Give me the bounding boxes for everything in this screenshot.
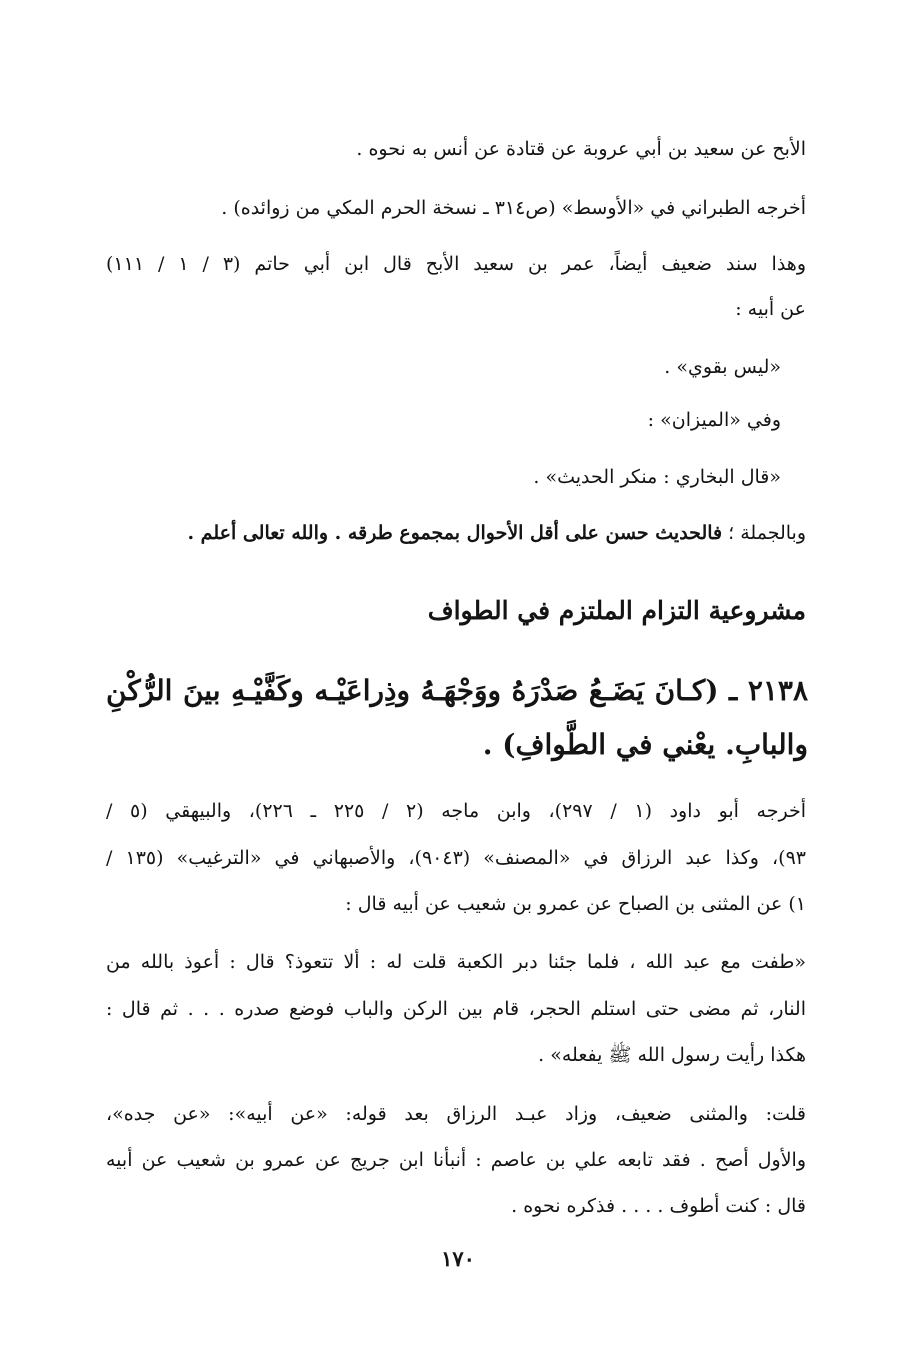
text-line: عن أبيه : (735, 298, 806, 320)
text-line: ١) عن المثنى بن الصباح عن عمرو بن شعيب عن أبيه قال : (345, 893, 806, 915)
conclusion-prefix: وبالجملة ؛ (722, 522, 806, 544)
conclusion-line (106, 518, 806, 548)
hadith-line: والبابِ. يعْني في الطَّوافِ) . (482, 728, 808, 761)
narration-line: هكذا رأيت رسول الله ﷺ يفعله» . (538, 1044, 806, 1066)
text-line: قلت: والمثنى ضعيف، وزاد عبـد الرزاق بعد قوله: «عن أبيه»: «عن جده»، (106, 1103, 806, 1125)
quoted-text: «قال البخاري : منكر الحديث» . (533, 466, 781, 488)
text-line: أخرجه الطبراني في «الأوسط» (ص٣١٤ ـ نسخة الحرم المكي من زوائده) . (221, 197, 806, 219)
section-heading: مشروعية التزام الملتزم في الطواف (427, 596, 806, 625)
conclusion-bold: فالحديث حسن على أقل الأحوال بمجموع طرقه . والله تعالى أعلم . (187, 522, 723, 544)
text-line: وفي «الميزان» : (647, 409, 781, 431)
narration-line: النار، ثم مضى حتى استلم الحجر، قام بين الركن والباب فوضع صدره . . . ثم قال : (106, 998, 806, 1020)
quoted-text: «ليس بقوي» . (664, 356, 781, 378)
text-line: وهذا سند ضعيف أيضاً، عمر بن سعيد الأبح قال ابن أبي حاتم (٣ / ١ / ١١١) (106, 253, 807, 275)
narration-line: «طفت مع عبد الله ، فلما جئنا دبر الكعبة قلت له : ألا تتعوذ؟ قال : أعوذ بالله من (106, 951, 806, 973)
text-line: والأول أصح . فقد تابعه علي بن عاصم : أنبأنا ابن جريج عن عمرو بن شعيب عن أبيه (106, 1149, 806, 1171)
hadith-line: ٢١٣٨ ـ (كـانَ يَضَـعُ صَدْرَهُ ووَجْهَـهُ وذِراعَيْـه وكَفَّيْـهِ بينَ الرُّكْنِ (106, 674, 808, 707)
text-line: قال : كنت أطوف . . . . فذكره نحوه . (511, 1195, 806, 1217)
text-line: الأبح عن سعيد بن أبي عروبة عن قتادة عن أنس به نحوه . (356, 138, 806, 160)
page-number: ١٧٠ (441, 1246, 475, 1271)
text-line: ٩٣)، وكذا عبد الرزاق في «المصنف» (٩٠٤٣)، والأصبهاني في «الترغيب» (١٣٥ / (106, 847, 806, 869)
text-line: أخرجه أبو داود (١ / ٢٩٧)، وابن ماجه (٢ / ٢٢٥ ـ ٢٢٦)، والبيهقي (٥ / (106, 800, 806, 822)
